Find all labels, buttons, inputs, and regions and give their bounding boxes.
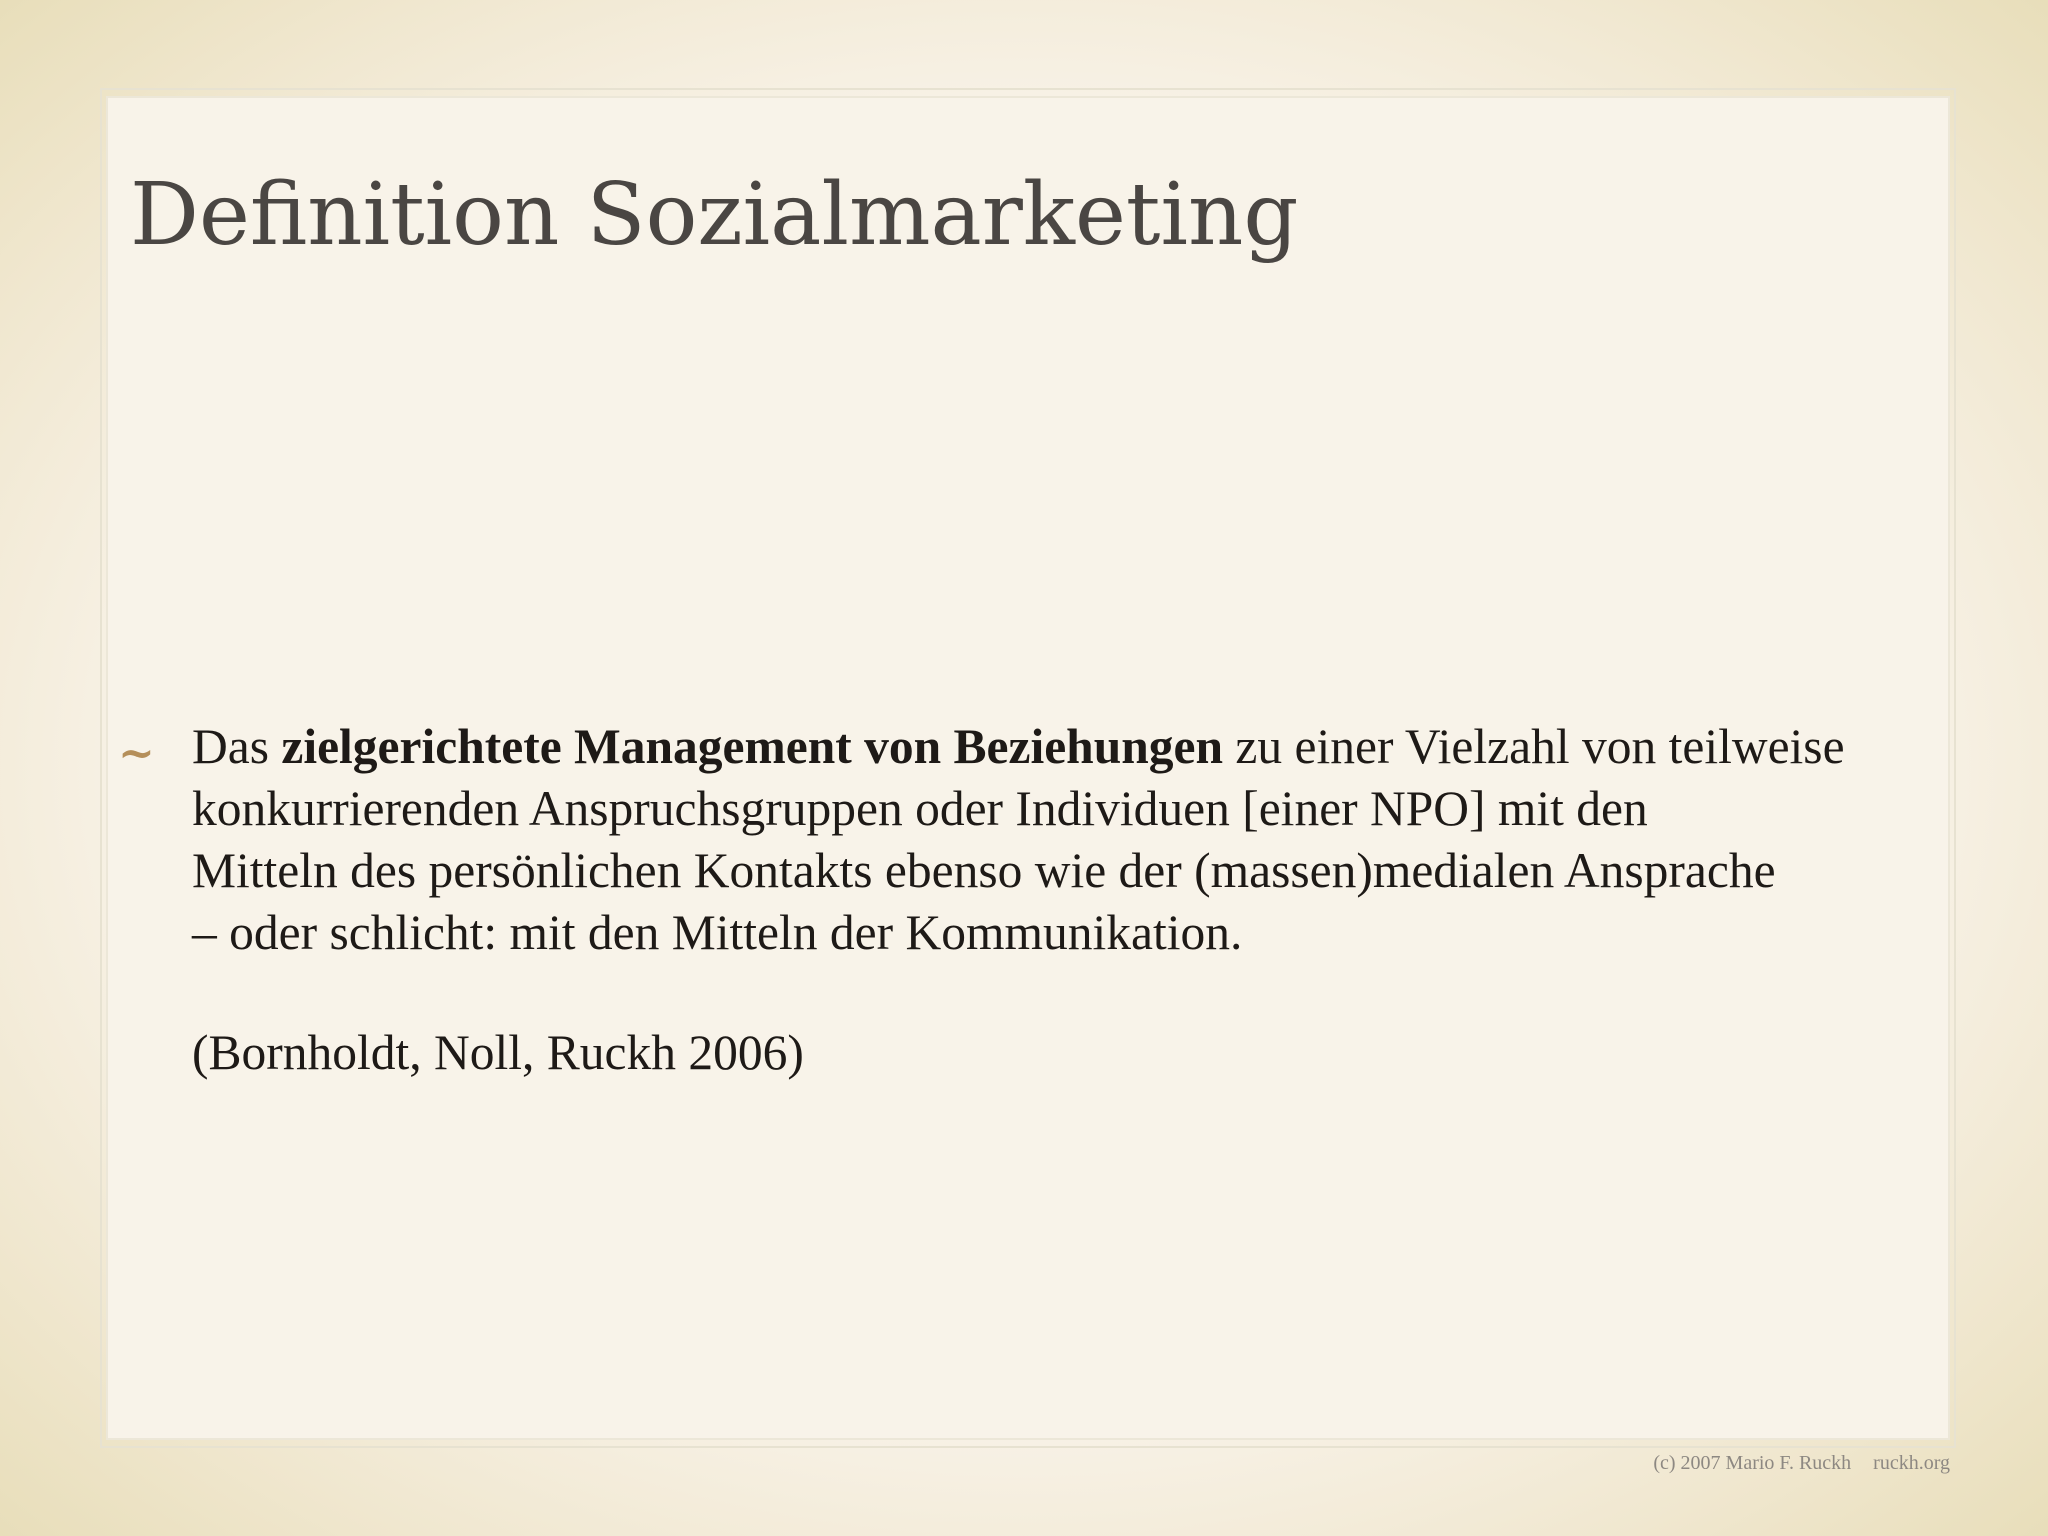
footer [1653, 1452, 1950, 1475]
footer-copyright: (c) 2007 Mario F. Ruckh [1653, 1452, 1852, 1474]
definition-line-4: – oder schlicht: mit den Mitteln der Kommunikation. [192, 905, 1243, 960]
footer-site: ruckh.org [1873, 1452, 1950, 1474]
citation: (Bornholdt, Noll, Ruckh 2006) [192, 1025, 804, 1080]
definition-line-1 [192, 716, 1952, 778]
definition-line-2: konkurrierenden Anspruchsgruppen oder Individuen [einer NPO] mit den [192, 781, 1648, 836]
definition-emphasis: zielgerichtete Management von Beziehungen [281, 719, 1224, 774]
definition-line-3: Mitteln des persönlichen Kontakts ebenso wie der (massen)medialen Ansprache [192, 843, 1776, 898]
definition-line-1-prefix: Das [192, 719, 282, 774]
slide-title: Definition Sozialmarketing [130, 165, 1299, 265]
definition-line-1-suffix: zu einer Vielzahl von teilweise [1223, 719, 1845, 774]
tilde-bullet-icon: ~ [118, 728, 155, 779]
definition-paragraph [192, 716, 1952, 964]
